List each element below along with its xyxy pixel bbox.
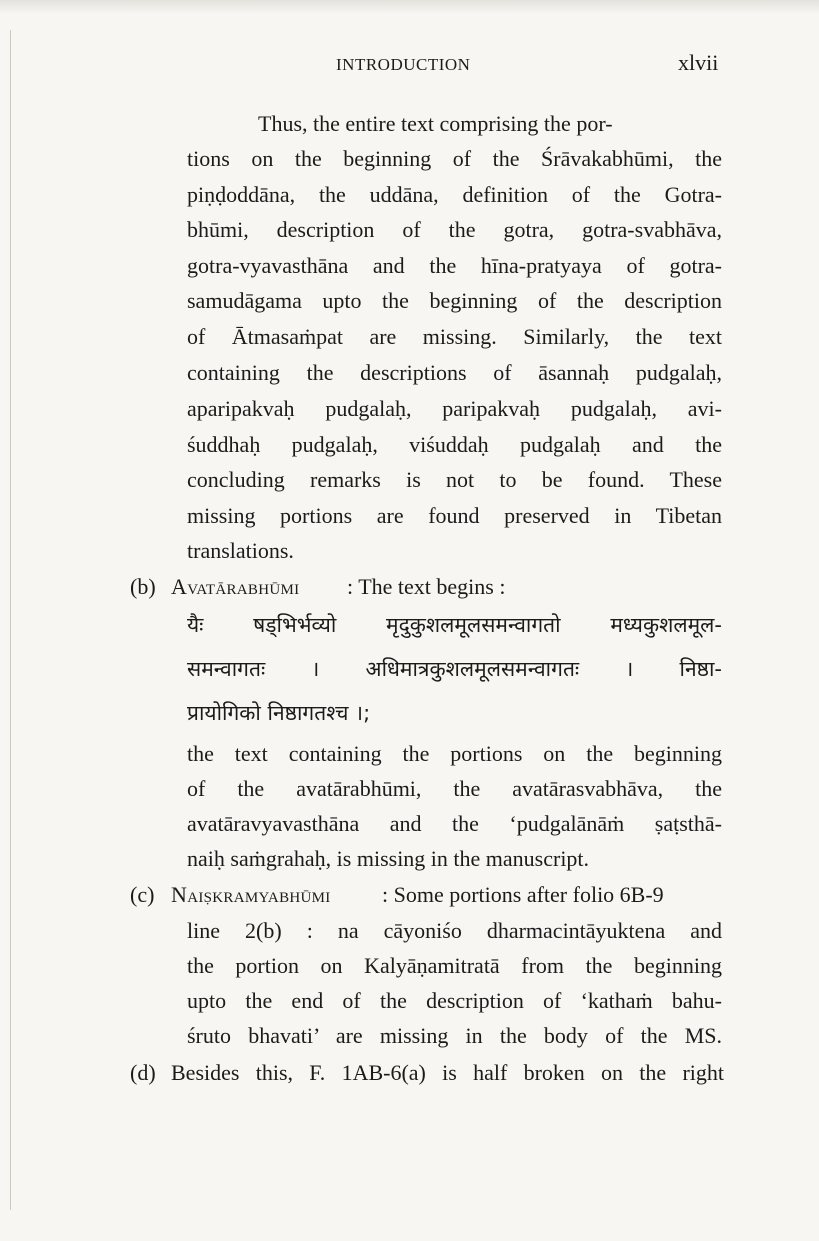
- sanskrit-line: समन्वागतः । अधिमात्रकुशलमूलसमन्वागतः । निष्ठा-: [187, 657, 722, 681]
- running-head: INTRODUCTION: [336, 55, 471, 74]
- item-lead-b: : The text begins :: [347, 574, 506, 599]
- paragraph-line: concluding remarks is not to be found. These: [187, 467, 722, 492]
- paragraph-line: śuddhaḥ pudgalaḥ, viśuddaḥ pudgalaḥ and the: [187, 432, 722, 457]
- paragraph-line: the text containing the portions on the beginning: [187, 741, 722, 766]
- paragraph-line: of Ātmasaṁpat are missing. Similarly, the text: [187, 324, 722, 349]
- item-heading-b: Avatārabhūmi: [171, 574, 300, 599]
- item-marker-b: (b): [130, 574, 156, 599]
- paragraph-line: Besides this, F. 1AB-6(a) is half broken on the right: [171, 1060, 724, 1085]
- paragraph-line: missing portions are found preserved in Tibetan: [187, 503, 722, 528]
- paragraph-line: the portion on Kalyāṇamitratā from the beginning: [187, 953, 722, 978]
- paragraph-line: translations.: [187, 538, 294, 563]
- item-marker-d: (d): [130, 1060, 156, 1085]
- paragraph-line: bhūmi, description of the gotra, gotra-svabhāva,: [187, 217, 722, 242]
- paragraph-line: upto the end of the description of ‘kathaṁ bahu-: [187, 988, 722, 1013]
- item-lead-c: : Some portions after folio 6B-9: [382, 882, 664, 907]
- item-heading-c: Naiṣkramyabhūmi: [171, 882, 331, 907]
- paragraph-line: line 2(b) : na cāyoniśo dharmacintāyuktena and: [187, 918, 722, 943]
- paragraph-line: of the avatārabhūmi, the avatārasvabhāva, the: [187, 776, 722, 801]
- paragraph-line: tions on the beginning of the Śrāvakabhūmi, the: [187, 146, 722, 171]
- paragraph-line: naiḥ saṁgrahaḥ, is missing in the manuscript.: [187, 846, 590, 871]
- paragraph-line: containing the descriptions of āsannaḥ pudgalaḥ,: [187, 360, 722, 385]
- paragraph-line: avatāravyavasthāna and the ‘pudgalānāṁ ṣaṭsthā-: [187, 811, 722, 836]
- scan-margin-line: [10, 30, 11, 1210]
- paragraph-line: Thus, the entire text comprising the por-: [258, 111, 613, 136]
- sanskrit-line: यैः षड्भिर्भव्यो मृदुकुशलमूलसमन्वागतो मध्यकुशलमूल-: [187, 613, 722, 637]
- paragraph-line: gotra-vyavasthāna and the hīna-pratyaya of gotra-: [187, 253, 722, 278]
- paragraph-line: piṇḍoddāna, the uddāna, definition of the Gotra-: [187, 182, 722, 207]
- page-top-edge: [0, 0, 819, 14]
- item-marker-c: (c): [130, 882, 155, 907]
- paragraph-line: śruto bhavati’ are missing in the body of the MS.: [187, 1023, 722, 1048]
- paragraph-line: aparipakvaḥ pudgalaḥ, paripakvaḥ pudgalaḥ, avi-: [187, 396, 722, 421]
- paragraph-line: samudāgama upto the beginning of the description: [187, 288, 722, 313]
- sanskrit-line: प्रायोगिको निष्ठागतश्च ।;: [187, 701, 371, 725]
- page-number: xlvii: [678, 50, 719, 75]
